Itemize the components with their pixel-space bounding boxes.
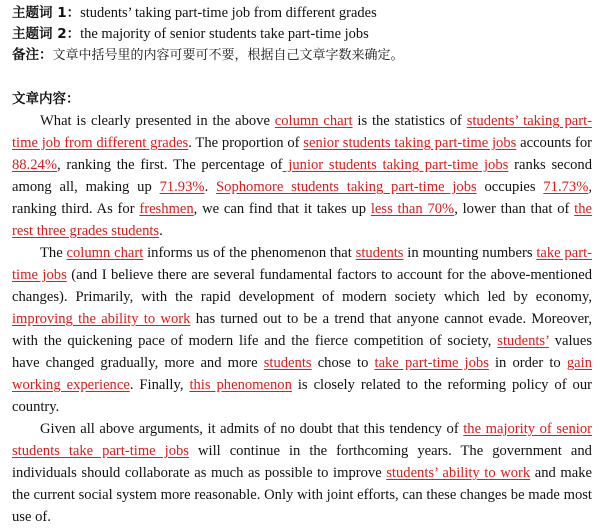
- note-label: 备注：: [12, 47, 53, 63]
- text-run: and make the current social system more reasonable. Only with joint efforts, can these changes be made most use of.: [12, 465, 592, 525]
- highlighted-phrase: junior students taking part-time jobs: [282, 157, 509, 173]
- note-line: [12, 45, 404, 66]
- text-run: , ranking third. As for: [12, 179, 593, 217]
- text-run: , lower than that of: [454, 201, 575, 217]
- highlighted-phrase: the rest three grades students: [12, 201, 592, 239]
- text-run: in mounting numbers: [403, 245, 537, 261]
- text-run: is the statistics of: [352, 113, 467, 129]
- topic-2-label: 主题词 2：: [12, 26, 81, 42]
- text-run: occupies: [476, 179, 544, 195]
- highlighted-phrase: freshmen: [139, 201, 194, 217]
- highlighted-phrase: students’: [497, 333, 549, 349]
- text-run: will continue in the forthcoming years. The government and individuals should collaborate as much as possible to improve: [12, 443, 592, 481]
- article-body: [12, 110, 592, 528]
- text-run: has turned out to be a trend that anyone cannot evade. Moreover, with the quickening pace of modern life and the fierce competition of society,: [12, 311, 592, 349]
- text-run: informs us of the phenomenon that: [143, 245, 356, 261]
- text-run: (and I believe there are several fundamental factors to account for the above-mentioned changes). Primarily, with the rapid development of modern society which led by economy,: [12, 267, 592, 305]
- topic-1-label: 主题词 1：: [12, 5, 81, 21]
- topic-2-text: the majority of senior students take part-time jobs: [80, 26, 369, 42]
- note-text: 文章中括号里的内容可要可不要，根据自己文章字数来确定。: [52, 48, 404, 63]
- text-run: .: [204, 179, 217, 195]
- highlighted-phrase: students: [263, 355, 312, 371]
- highlighted-phrase: this phenomenon: [189, 377, 292, 393]
- highlighted-phrase: column chart: [274, 113, 353, 129]
- highlighted-phrase: 88.24%: [12, 157, 57, 173]
- text-run: ranks second among all, making up: [12, 157, 592, 195]
- text-run: in order to: [488, 355, 567, 371]
- text-run: .: [159, 223, 163, 239]
- highlighted-phrase: 71.73%: [543, 179, 589, 195]
- text-run: Given all above arguments, it admits of no doubt that this tendency of: [40, 421, 464, 437]
- highlighted-phrase: column chart: [66, 245, 144, 261]
- paragraph-2: [12, 242, 592, 418]
- text-run: is closely related to the reforming policy of our country.: [12, 377, 593, 415]
- text-run: , we can find that it takes up: [193, 201, 371, 217]
- paragraph-1: [12, 110, 592, 242]
- text-run: What is clearly presented in the above: [40, 113, 275, 129]
- text-run: values have changed gradually, more and more: [12, 333, 592, 371]
- highlighted-phrase: Sophomore students taking part-time jobs: [216, 179, 477, 195]
- highlighted-phrase: students: [355, 245, 404, 261]
- text-run: accounts for: [516, 135, 592, 151]
- paragraph-3: [12, 418, 592, 528]
- text-run: , ranking the first. The percentage of: [57, 157, 283, 173]
- topic-1-text: students’ taking part-time job from different grades: [80, 5, 377, 21]
- highlighted-phrase: students’ taking part-time job from different grades: [12, 113, 592, 151]
- highlighted-phrase: students’ ability to work: [386, 465, 531, 481]
- text-run: The: [40, 245, 67, 261]
- highlighted-phrase: 71.93%: [159, 179, 205, 195]
- section-title: 文章内容：: [12, 91, 80, 107]
- highlighted-phrase: take part-time jobs: [374, 355, 489, 371]
- text-run: . Finally,: [129, 377, 190, 393]
- highlighted-phrase: less than 70%: [370, 201, 455, 217]
- topic-line-2: [12, 24, 369, 44]
- text-run: . The proportion of: [188, 135, 304, 151]
- highlighted-phrase: gain working experience: [12, 355, 592, 393]
- text-run: chose to: [311, 355, 375, 371]
- topic-line-1: [12, 3, 377, 23]
- highlighted-phrase: the majority of senior students take part-time jobs: [12, 421, 592, 459]
- highlighted-phrase: senior students taking part-time jobs: [303, 135, 517, 151]
- highlighted-phrase: improving the ability to work: [12, 311, 191, 327]
- highlighted-phrase: take part-time jobs: [12, 245, 592, 283]
